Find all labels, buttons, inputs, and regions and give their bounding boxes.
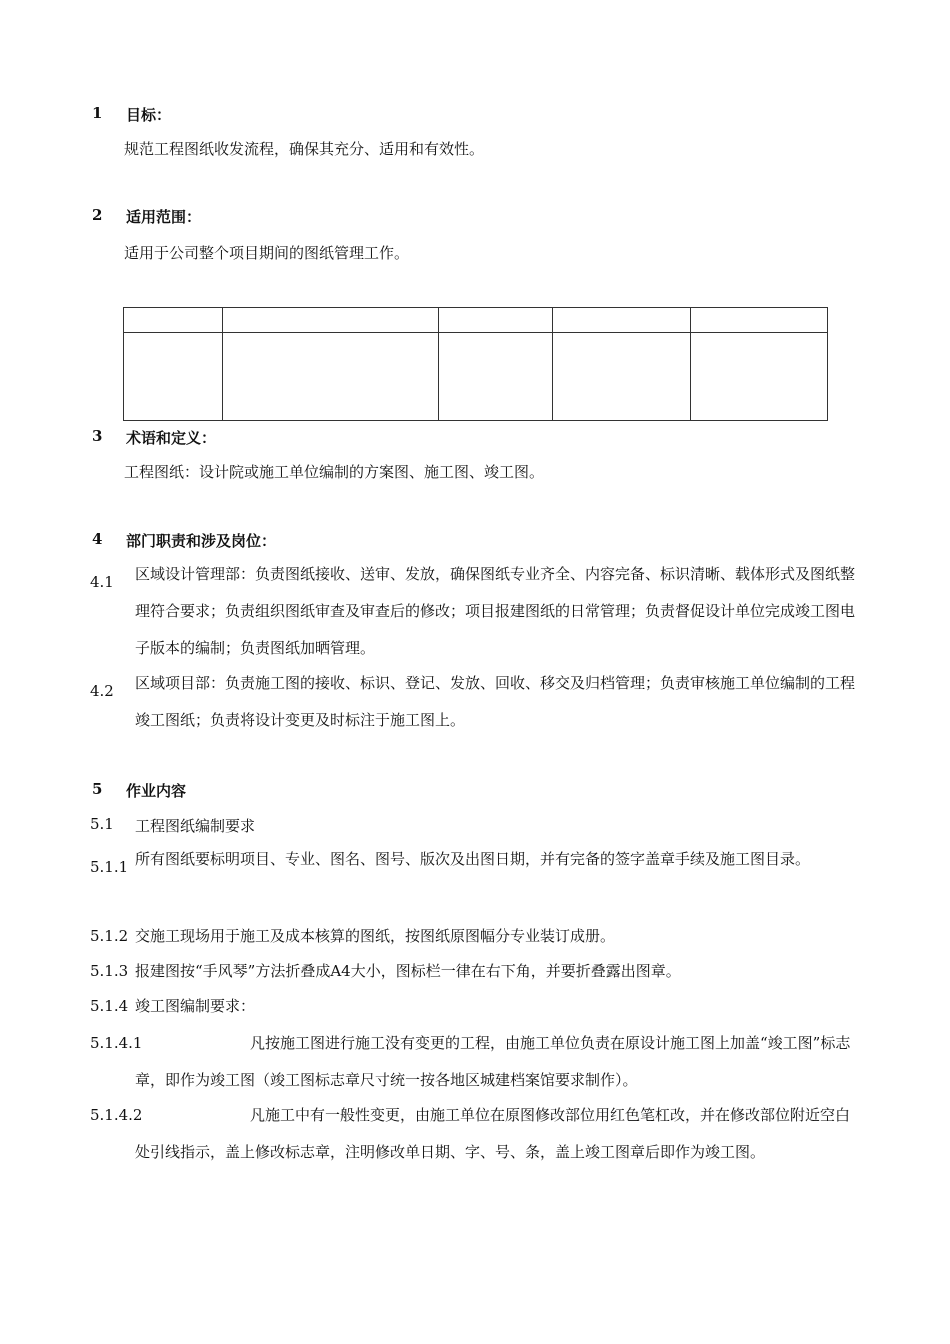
subsection-5-1-title: 工程图纸编制要求	[135, 817, 256, 835]
section-5-number: 5	[92, 780, 103, 798]
table-row	[124, 333, 828, 421]
table-cell	[553, 308, 691, 333]
item-5-1-4-2-number: 5.1.4.2	[90, 1106, 143, 1124]
item-5-1-1-text-inner: 所有图纸要标明项目、专业、图名、图号、版次及出图日期，并有完备的签字盖章手续及施工图目录。	[135, 850, 811, 868]
table-cell	[691, 333, 828, 421]
section-4-title: 部门职责和涉及岗位：	[126, 532, 277, 550]
item-5-1-3-number: 5.1.3	[90, 962, 129, 980]
item-4-1-text: 区域设计管理部：负责图纸接收、送审、发放，确保图纸专业齐全、内容完备、标识清晰、载体形式及图纸整理符合要求；负责组织图纸审查及审查后的修改；项目报建图纸的日常管理；负责督促设计单位完成竣工图电子版本的编制；负责图纸加晒管理。	[135, 565, 856, 657]
item-5-1-2-text: 交施工现场用于施工及成本核算的图纸，按图纸原图幅分专业装订成册。	[135, 927, 616, 945]
table-cell	[553, 333, 691, 421]
table-cell	[691, 308, 828, 333]
section-1-number: 1	[92, 104, 103, 122]
section-2-body: 适用于公司整个项目期间的图纸管理工作。	[124, 244, 410, 262]
item-5-1-3-text: 报建图按“手风琴”方法折叠成A4大小，图标栏一律在右下角，并要折叠露出图章。	[135, 962, 681, 980]
item-5-1-1-text	[90, 841, 857, 878]
item-5-1-4-1-number: 5.1.4.1	[90, 1034, 143, 1052]
item-5-1-4-text: 竣工图编制要求：	[135, 997, 256, 1015]
section-5-title: 作业内容	[126, 782, 187, 800]
item-5-1-4-1-text: 凡按施工图进行施工没有变更的工程，由施工单位负责在原设计施工图上加盖“竣工图”标志章，即作为竣工图（竣工图标志章尺寸统一按各地区城建档案馆要求制作）。	[135, 1034, 851, 1089]
section-3-number: 3	[92, 427, 103, 445]
section-1-title: 目标：	[126, 106, 172, 124]
item-4-2-text: 区域项目部：负责施工图的接收、标识、登记、发放、回收、移交及归档管理；负责审核施工单位编制的工程竣工图纸；负责将设计变更及时标注于施工图上。	[135, 674, 856, 729]
section-4-number: 4	[92, 530, 103, 548]
section-2-number: 2	[92, 206, 103, 224]
item-5-1-4-2-text: 凡施工中有一般性变更，由施工单位在原图修改部位用红色笔杠改，并在修改部位附近空白处引线指示，盖上修改标志章，注明修改单日期、字、号、条，盖上竣工图章后即作为竣工图。	[135, 1106, 851, 1161]
section-3-title: 术语和定义：	[126, 429, 217, 447]
item-4-2-number: 4.2	[90, 682, 114, 700]
table-cell	[223, 333, 439, 421]
item-5-1-2-number: 5.1.2	[90, 927, 129, 945]
table-cell	[223, 308, 439, 333]
table-cell	[124, 333, 223, 421]
blank-table	[123, 307, 828, 421]
item-5-1-4-number: 5.1.4	[90, 997, 129, 1015]
item-5-1-1-number: 5.1.1	[90, 858, 129, 876]
table-cell	[439, 333, 553, 421]
table-row	[124, 308, 828, 333]
table-cell	[124, 308, 223, 333]
subsection-5-1-number: 5.1	[90, 815, 114, 833]
table-cell	[439, 308, 553, 333]
item-4-1-number: 4.1	[90, 573, 114, 591]
section-1-body: 规范工程图纸收发流程，确保其充分、适用和有效性。	[124, 140, 485, 158]
section-3-body: 工程图纸：设计院或施工单位编制的方案图、施工图、竣工图。	[124, 463, 545, 481]
section-2-title: 适用范围：	[126, 208, 202, 226]
